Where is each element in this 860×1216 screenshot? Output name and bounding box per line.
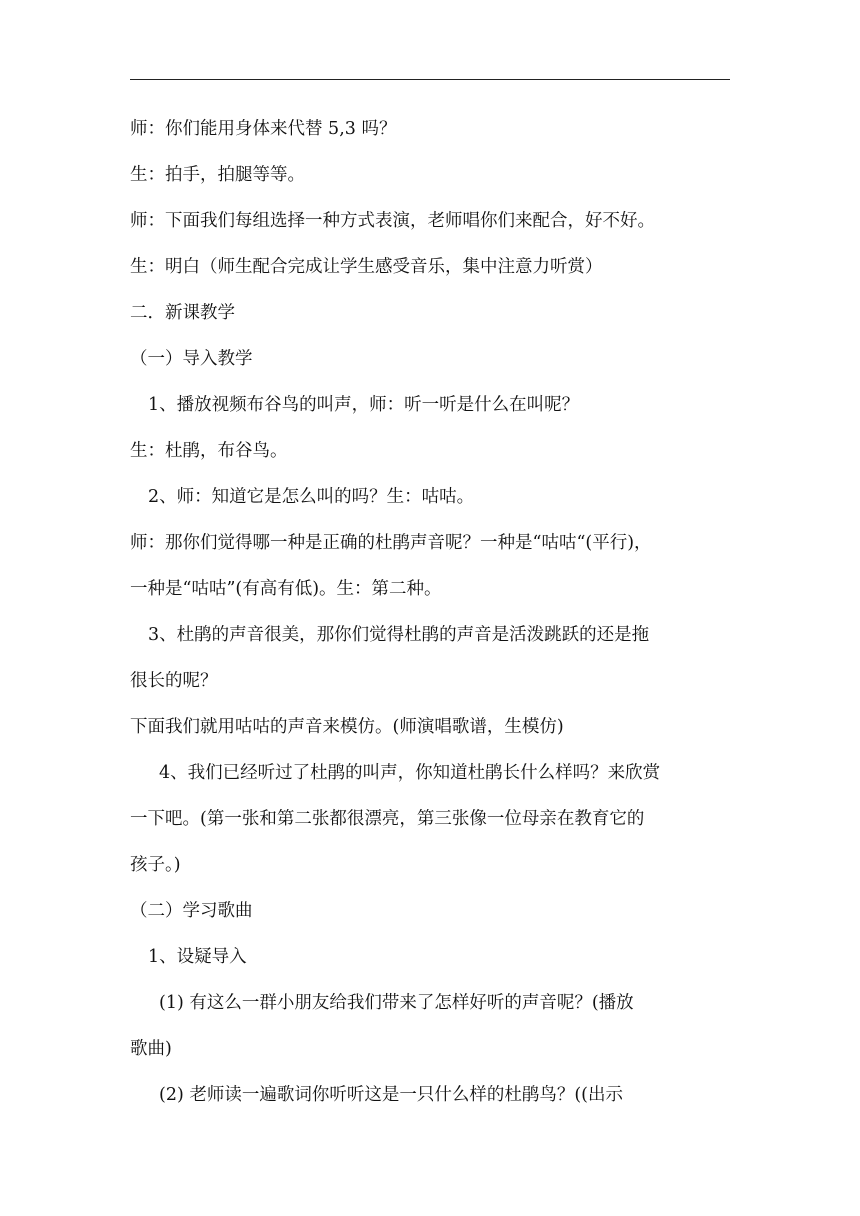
- text-line: 一种是“咕咕”(有高有低)。生：第二种。: [130, 579, 442, 599]
- text-line: 孩子。): [130, 855, 181, 875]
- text-line: （二）学习歌曲: [130, 901, 253, 921]
- text-line: 二．新课教学: [130, 303, 235, 323]
- text-line: 歌曲): [130, 1039, 172, 1059]
- text-line: 生：杜鹃，布谷鸟。: [130, 441, 288, 461]
- header-rule: [130, 79, 730, 80]
- text-line: 4、我们已经听过了杜鹃的叫声，你知道杜鹃长什么样吗？来欣赏: [159, 763, 661, 783]
- text-line: 师：你们能用身体来代替 5,3 吗？: [130, 119, 397, 139]
- text-line: 很长的呢？: [130, 671, 218, 691]
- text-line: 3、杜鹃的声音很美，那你们觉得杜鹃的声音是活泼跳跃的还是拖: [148, 625, 650, 645]
- text-line: (1) 有这么一群小朋友给我们带来了怎样好听的声音呢？(播放: [159, 993, 634, 1013]
- text-line: 2、师：知道它是怎么叫的吗？生：咕咕。: [148, 487, 475, 507]
- text-line: 下面我们就用咕咕的声音来模仿。(师演唱歌谱，生模仿): [130, 717, 564, 737]
- text-line: 师：那你们觉得哪一种是正确的杜鹃声音呢？一种是“咕咕“(平行)，: [130, 533, 652, 553]
- text-line: 1、设疑导入: [148, 947, 247, 967]
- text-line: 一下吧。(第一张和第二张都很漂亮，第三张像一位母亲在教育它的: [130, 809, 645, 829]
- text-line: 师：下面我们每组选择一种方式表演，老师唱你们来配合，好不好。: [130, 211, 655, 231]
- document-body: [130, 106, 734, 1118]
- text-line: 生：明白（师生配合完成让学生感受音乐，集中注意力听赏）: [130, 257, 603, 277]
- text-line: （一）导入教学: [130, 349, 253, 369]
- text-line: (2) 老师读一遍歌词你听听这是一只什么样的杜鹃鸟？((出示: [159, 1085, 624, 1105]
- text-line: 生：拍手，拍腿等等。: [130, 165, 305, 185]
- text-line: 1、播放视频布谷鸟的叫声，师：听一听是什么在叫呢？: [148, 395, 580, 415]
